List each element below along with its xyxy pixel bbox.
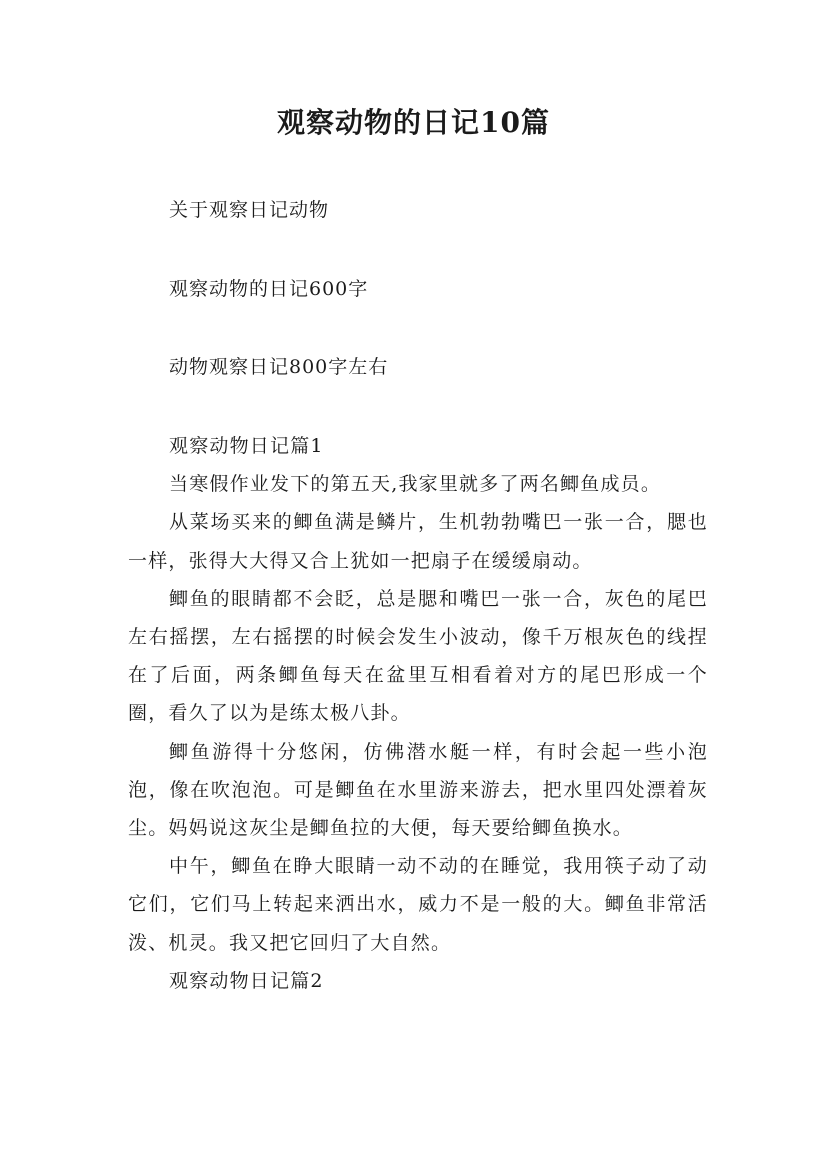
related-link-3[interactable]: 动物观察日记800字左右 <box>169 356 389 378</box>
document-title: 观察动物的日记10篇 <box>277 106 550 139</box>
paragraph: 当寒假作业发下的第五天,我家里就多了两名鲫鱼成员。 <box>169 473 662 496</box>
related-link-2[interactable]: 观察动物的日记600字 <box>169 278 369 300</box>
section-heading-2: 观察动物日记篇2 <box>169 969 324 992</box>
related-link-1[interactable]: 关于观察日记动物 <box>169 199 330 221</box>
paragraph: 中午，鲫鱼在睁大眼睛一动不动的在睡觉，我用筷子动了动它们，它们马上转起来洒出水，威力不是一般的大。鲫鱼非常活泼、机灵。我又把它回归了大自然。 <box>128 855 708 954</box>
paragraph: 鲫鱼游得十分悠闲，仿佛潜水艇一样，有时会起一些小泡泡，像在吹泡泡。可是鲫鱼在水里游来游去，把水里四处漂着灰尘。妈妈说这灰尘是鲫鱼拉的大便，每天要给鲫鱼换水。 <box>128 740 708 840</box>
paragraph: 从菜场买来的鲫鱼满是鳞片，生机勃勃嘴巴一张一合，腮也一样，张得大大得又合上犹如一把扇子在缓缓扇动。 <box>128 511 708 572</box>
document-body <box>128 427 708 1000</box>
section-heading-1: 观察动物日记篇1 <box>169 435 324 457</box>
paragraph: 鲫鱼的眼睛都不会眨，总是腮和嘴巴一张一合，灰色的尾巴左右摇摆，左右摇摆的时候会发生小波动，像千万根灰色的线捏在了后面，两条鲫鱼每天在盆里互相看着对方的尾巴形成一个圈，看久了以为是练太极八卦。 <box>128 587 708 725</box>
